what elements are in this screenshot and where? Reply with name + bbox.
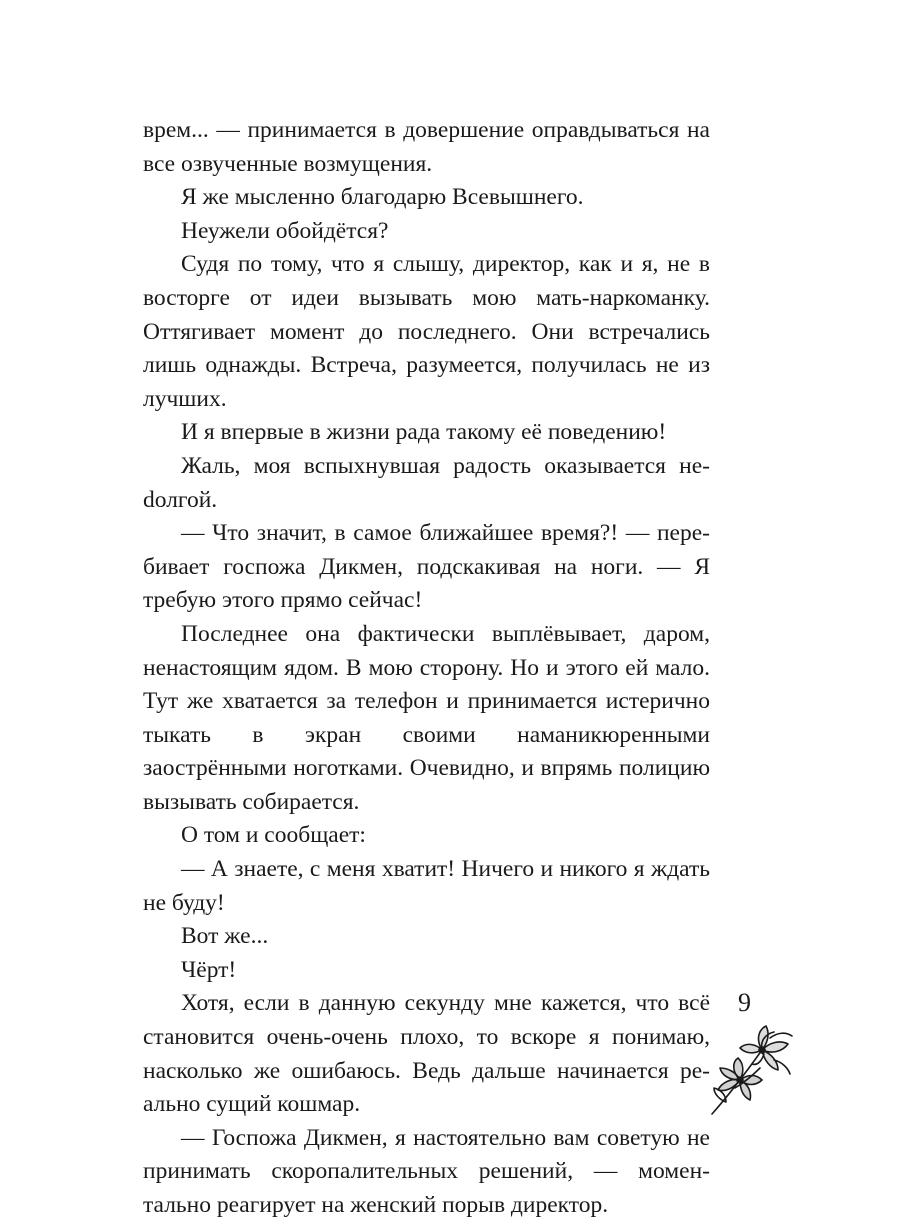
paragraph: Вот же... — [181, 923, 269, 950]
page-number: 9 — [738, 988, 751, 1017]
paragraph: И я впервые в жизни рада такому её поведению! — [181, 419, 667, 446]
paragraph: Судя по тому, что я слышу, директор, как и я, не в восторге от идеи вызывать мою мать-наркоманку. Оттягивает момент до последнего. Они встречались лишь однажды. Встреча, разумеется, получилась не из лучших. — [143, 251, 710, 412]
paragraph: — А знаете, с меня хватит! Ничего и никого я ждать не буду! — [143, 856, 710, 916]
paragraph: Я же мысленно благодарю Всевышнего. — [181, 184, 584, 211]
paragraph: Чёрт! — [181, 956, 237, 983]
paragraph: — Что значит, в самое ближайшее время?! — перебивает госпожа Дикмен, подскакивая на ноги. — Я требую этого прямо сейчас! — [143, 520, 710, 614]
paragraph: Жаль, моя вспыхнувшая радость оказывается неdолгой. — [143, 452, 710, 513]
paragraph: — Госпожа Дикмен, я настоятельно вам советую не принимать скоропалительных решений, — моментально реагирует на женский порыв директор. — [143, 1124, 710, 1218]
flower-icon — [700, 1010, 810, 1120]
paragraph: Последнее она фактически выплёвывает, даром, ненастоящим ядом. В мою сторону. Но и этого ей мало. Тут же хватается за телефон и принимается истерично тыкать в экран своими наманикюренными заострёнными ноготками. Очевидно, и впрямь полицию вызывать собирается. — [143, 620, 710, 815]
body-text — [143, 114, 710, 1223]
paragraph: О том и сообщает: — [181, 822, 366, 849]
paragraph: Хотя, если в данную секунду мне кажется, что всё становится очень-очень плохо, то вскоре я понимаю, насколько же ошибаюсь. Ведь дальше начинается реально сущий кошмар. — [143, 990, 710, 1118]
paragraph: Неужели обойдётся? — [181, 217, 389, 244]
paragraph: врем... — принимается в довершение оправдываться на все озвученные возмущения. — [143, 117, 710, 177]
